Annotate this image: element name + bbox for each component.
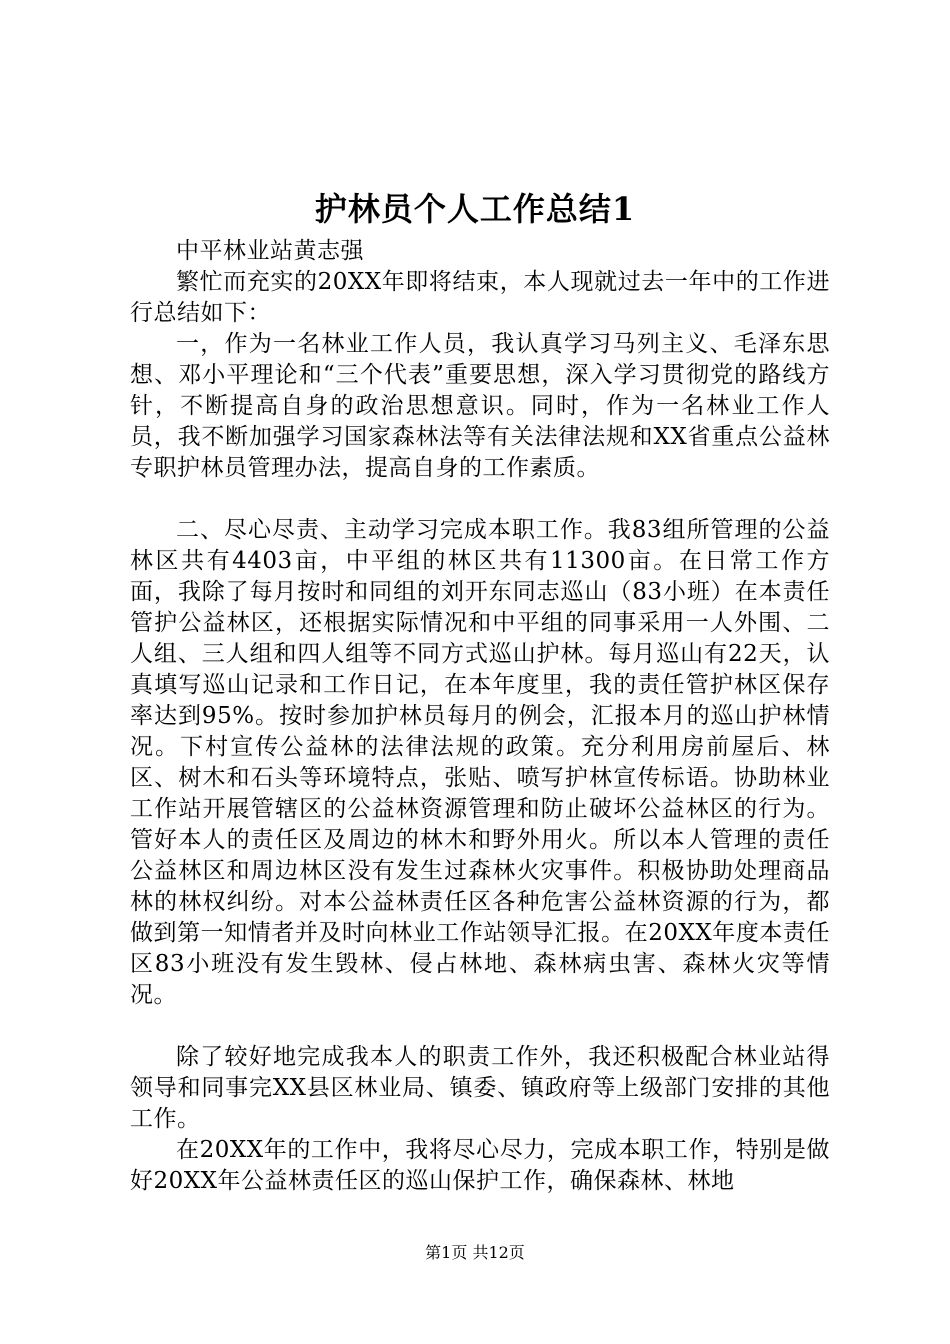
paragraph-intro: 繁忙而充实的20XX年即将结束，本人现就过去一年中的工作进行总结如下：	[130, 269, 830, 326]
document-body	[130, 236, 830, 1197]
paragraph-spacer	[130, 1011, 830, 1042]
paragraph-section-2: 二、尽心尽责、主动学习完成本职工作。我83组所管理的公益林区共有4403亩，中平组的林区共有11300亩。在日常工作方面，我除了每月按时和同组的刘开东同志巡山（83小班）在本责任管护公益林区，还根据实际情况和中平组的同事采用一人外围、二人组、三人组和四人组等不同方式巡山护林。每月巡山有22天，认真填写巡山记录和工作日记，在本年度里，我的责任管护林区保存率达到95%。按时参加护林员每月的例会，汇报本月的巡山护林情况。下村宣传公益林的法律法规的政策。充分利用房前屋后、林区、树木和石头等环境特点，张贴、喷写护林宣传标语。协助林业工作站开展管辖区的公益林资源管理和防止破坏公益林区的行为。管好本人的责任区及周边的林木和野外用火。所以本人管理的责任公益林区和周边林区没有发生过森林火灾事件。积极协助处理商品林的林权纠纷。对本公益林责任区各种危害公益林资源的行为，都做到第一知情者并及时向林业工作站领导汇报。在20XX年度本责任区83小班没有发生毁林、侵占林地、森林病虫害、森林火灾等情况。	[130, 517, 830, 1008]
page-footer: 第1页 共12页	[425, 1243, 525, 1262]
paragraph-section-4: 在20XX年的工作中，我将尽心尽力，完成本职工作，特别是做好20XX年公益林责任区的巡山保护工作，确保森林、林地	[130, 1137, 830, 1194]
author-line: 中平林业站黄志强	[176, 238, 364, 264]
document-title: 护林员个人工作总结1	[314, 190, 636, 228]
paragraph-section-1: 一，作为一名林业工作人员，我认真学习马列主义、毛泽东思想、邓小平理论和“三个代表”重要思想，深入学习贯彻党的路线方针，不断提高自身的政治思想意识。同时，作为一名林业工作人员，我不断加强学习国家森林法等有关法律法规和XX省重点公益林专职护林员管理办法，提高自身的工作素质。	[130, 331, 830, 481]
paragraph-spacer	[130, 484, 830, 515]
paragraph-section-3: 除了较好地完成我本人的职责工作外，我还积极配合林业站得领导和同事完XX县区林业局、镇委、镇政府等上级部门安排的其他工作。	[130, 1044, 830, 1132]
